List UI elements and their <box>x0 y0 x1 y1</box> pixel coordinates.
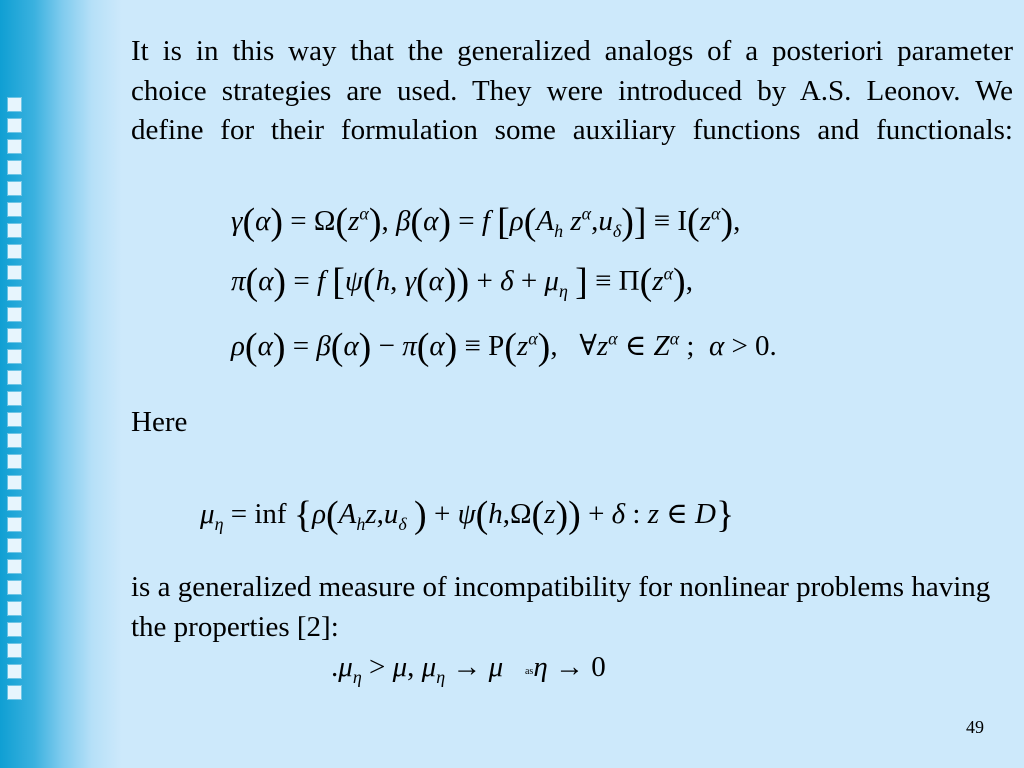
strip-square <box>8 308 21 321</box>
strip-square <box>8 371 21 384</box>
strip-square <box>8 224 21 237</box>
strip-square <box>8 98 21 111</box>
strip-square <box>8 266 21 279</box>
decorative-sidebar-strip <box>0 0 122 768</box>
strip-square <box>8 203 21 216</box>
formula-gamma-beta: $\gamma(\alpha) = \Omega(z^\alpha)$, β(α) = f [$\rho(A_h$ $z^\alpha,u_\delta)] \equiv I(z^\alpha)$, <box>231 201 741 243</box>
intro-paragraph: It is in this way that the generalized analogs of a posteriori parameter choice strategies are used. They were introduced by A.S. Leonov. We define for their formulation some auxiliary functions and functionals: <box>131 35 1013 146</box>
strip-square <box>8 350 21 363</box>
strip-square <box>8 602 21 615</box>
strip-square <box>8 245 21 258</box>
strip-square <box>8 161 21 174</box>
strip-square <box>8 455 21 468</box>
strip-square <box>8 623 21 636</box>
formula-rho: $\rho(\alpha) = \beta(\alpha) - \pi(\alpha) \equiv P(z^\alpha)$, $\forall z^\alpha$ ∈ $Z^\alpha$ ; α > 0. <box>231 326 777 368</box>
as-label: as <box>524 666 534 677</box>
strip-square <box>8 539 21 552</box>
page-number: 49 <box>966 717 984 737</box>
strip-square <box>8 686 21 699</box>
measure-paragraph: is a generalized measure of incompatibility for nonlinear problems having the properties [2]: <box>131 571 991 643</box>
strip-square <box>8 392 21 405</box>
strip-square <box>8 497 21 510</box>
strip-square <box>8 581 21 594</box>
strip-square <box>8 644 21 657</box>
strip-square <box>8 413 21 426</box>
strip-square <box>8 434 21 447</box>
strip-square <box>8 140 21 153</box>
strip-square <box>8 119 21 132</box>
formula-pi: π(α) = f [ψ(h, $\gamma(\alpha)) + \delta + \mu_\eta$ ] ≡ $\Pi(z^\alpha)$, <box>231 261 693 303</box>
formula-properties: $.\mu_\eta > \mu$, $\mu_\eta \to \mu$ asη → 0 <box>331 651 606 687</box>
strip-square <box>8 329 21 342</box>
strip-square <box>8 665 21 678</box>
formula-mu-eta: $\mu_\eta$ = inf {$\rho(A_hz,u_\delta$ ) + ψ(h,Ω(z)) + δ : z ∈ D} <box>200 494 735 536</box>
strip-square <box>8 560 21 573</box>
here-label: Here <box>131 406 188 438</box>
strip-square <box>8 287 21 300</box>
strip-square <box>8 518 21 531</box>
strip-square <box>8 476 21 489</box>
strip-square <box>8 182 21 195</box>
